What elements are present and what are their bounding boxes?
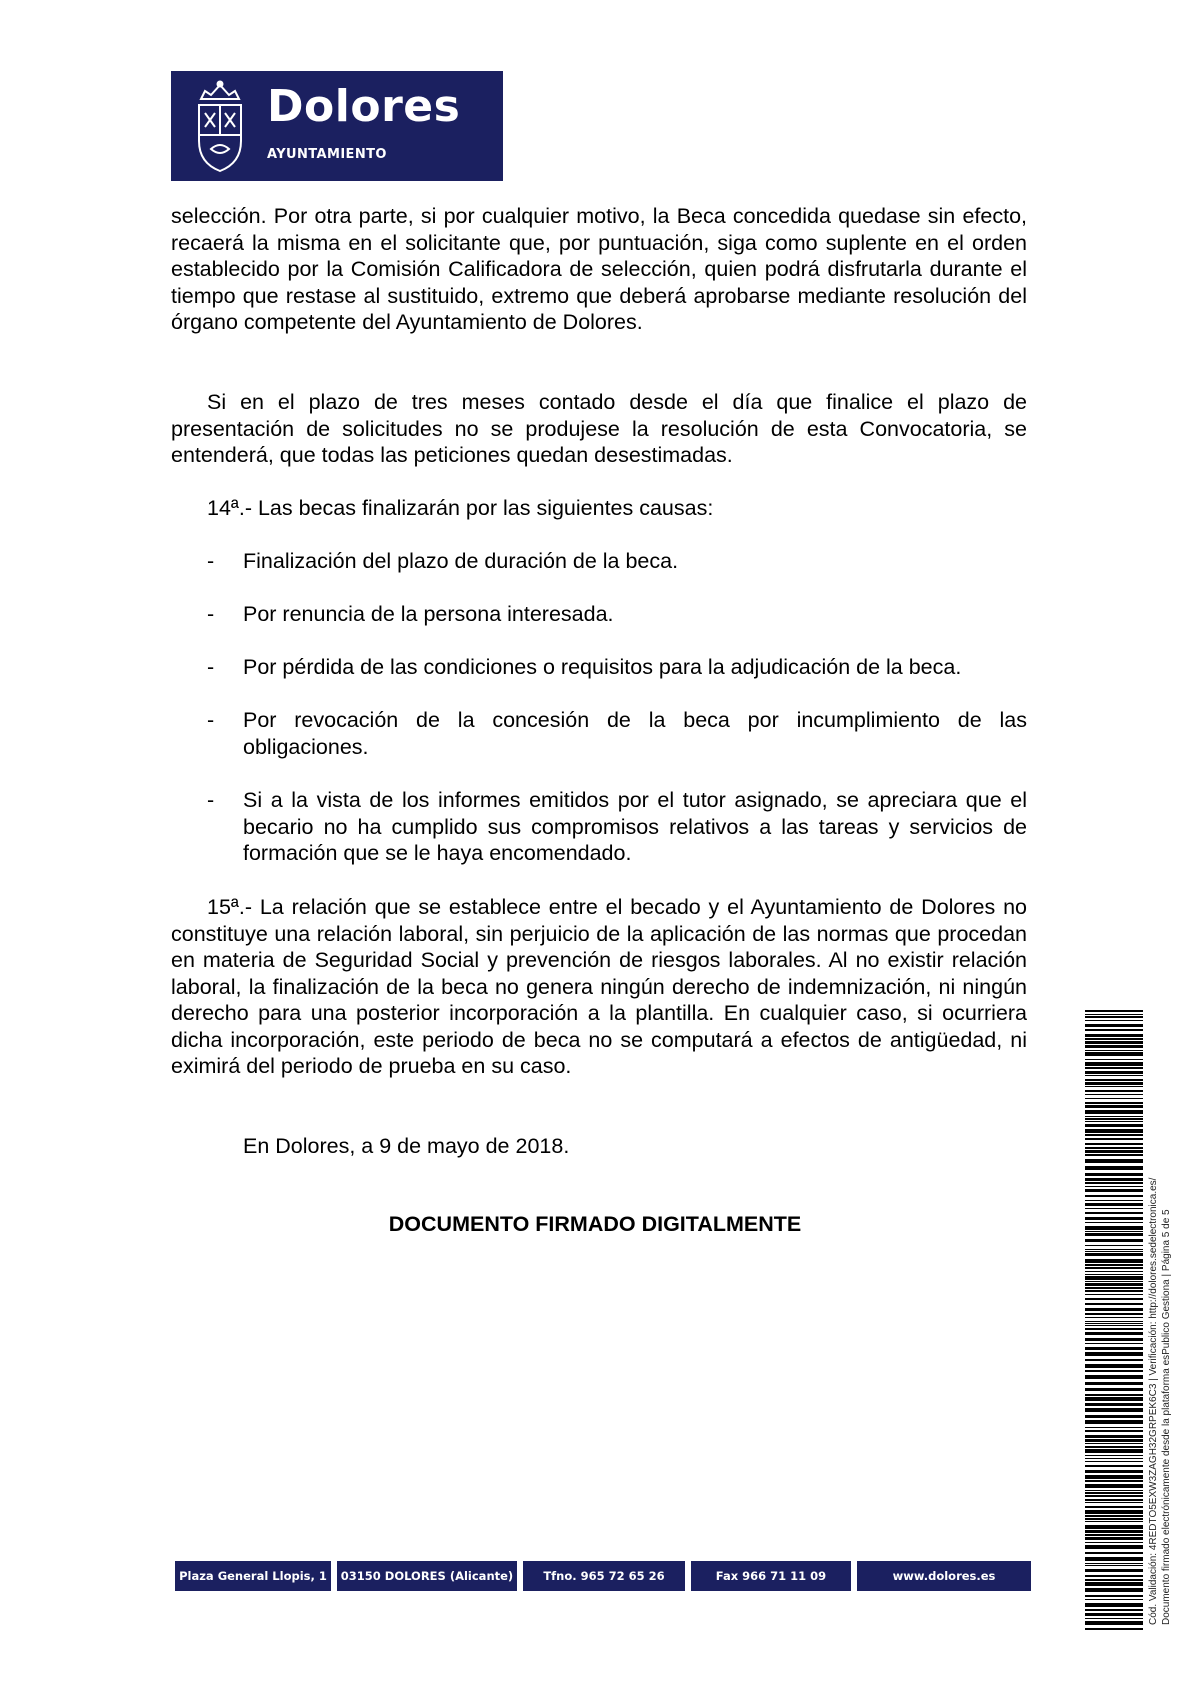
footer-fax: Fax 966 71 11 09 [691,1561,851,1591]
list-item [171,787,1027,867]
footer-city: 03150 DOLORES (Alicante) [337,1561,517,1591]
list-item [171,548,1027,575]
signature-platform-line: Documento firmado electrónicamente desde la plataforma esPublico Gestiona | Página 5 de 5 [1160,1209,1172,1625]
signed-label: DOCUMENTO FIRMADO DIGITALMENTE [388,1212,802,1236]
list-dash: - [207,788,215,812]
list-dash: - [207,602,215,626]
list-item-text: Finalización del plazo de duración de la beca. [243,549,679,573]
footer-phone: Tfno. 965 72 65 26 [523,1561,685,1591]
date-line: En Dolores, a 9 de mayo de 2018. [243,1134,570,1158]
footer-web[interactable]: www.dolores.es [857,1561,1031,1591]
paragraph-14-heading: 14ª.- Las becas finalizarán por las siguientes causas: [207,496,714,520]
logo-subtitle: AYUNTAMIENTO [267,147,387,162]
logo-name: Dolores [267,81,461,132]
list-item [171,601,1027,628]
list-dash: - [207,549,215,573]
footer-address: Plaza General Llopis, 1 [175,1561,331,1591]
validation-stamp [1148,1178,1173,1625]
validation-barcode [1085,1010,1143,1630]
list-item [171,654,1027,681]
list-item-text: Por pérdida de las condiciones o requisitos para la adjudicación de la beca. [243,655,962,679]
list-item [171,707,1027,760]
list-item-text: Si a la vista de los informes emitidos por el tutor asignado, se apreciara que el becario no ha cumplido sus compromisos relativos a las tareas y servicios de formación que se le haya encomendado. [243,788,1027,865]
validation-code-line: Cód. Validación: 4REDTO5EXW3ZAGH32GRPEK6C3 | Verificación: http://dolores.sedelectronica.es/ [1148,1177,1159,1625]
paragraph-15-relacion: 15ª.- La relación que se establece entre el becado y el Ayuntamiento de Dolores no constituye una relación laboral, sin perjuicio de la aplicación de las normas que procedan en materia de Seguridad Social y prevención de riesgos laborales. Al no existir relación laboral, la finalización de la beca no genera ningún derecho de indemnización, ni ningún derecho para una posterior incorporación a la plantilla. En cualquier caso, si ocurriera dicha incorporación, este periodo de beca no se computará a efectos de antigüedad, ni eximirá del periodo de prueba en su caso. [171,895,1027,1078]
list-dash: - [207,655,215,679]
paragraph-seleccion: selección. Por otra parte, si por cualquier motivo, la Beca concedida quedase sin efecto, recaerá la misma en el solicitante que, por puntuación, siga como suplente en el orden establecido por la Comisión Calificadora de selección, quien podrá disfrutarla durante el tiempo que restase al sustituido, extremo que deberá aprobarse mediante resolución del órgano competente del Ayuntamiento de Dolores. [171,204,1027,334]
coat-of-arms-icon [189,79,251,175]
ayuntamiento-logo [171,71,503,181]
list-item-text: Por revocación de la concesión de la beca por incumplimiento de las obligaciones. [243,708,1027,759]
list-item-text: Por renuncia de la persona interesada. [243,602,614,626]
paragraph-plazo: Si en el plazo de tres meses contado desde el día que finalice el plazo de presentación de solicitudes no se produjese la resolución de esta Convocatoria, se entenderá, que todas las peticiones quedan desestimadas. [171,390,1027,467]
list-dash: - [207,708,215,732]
